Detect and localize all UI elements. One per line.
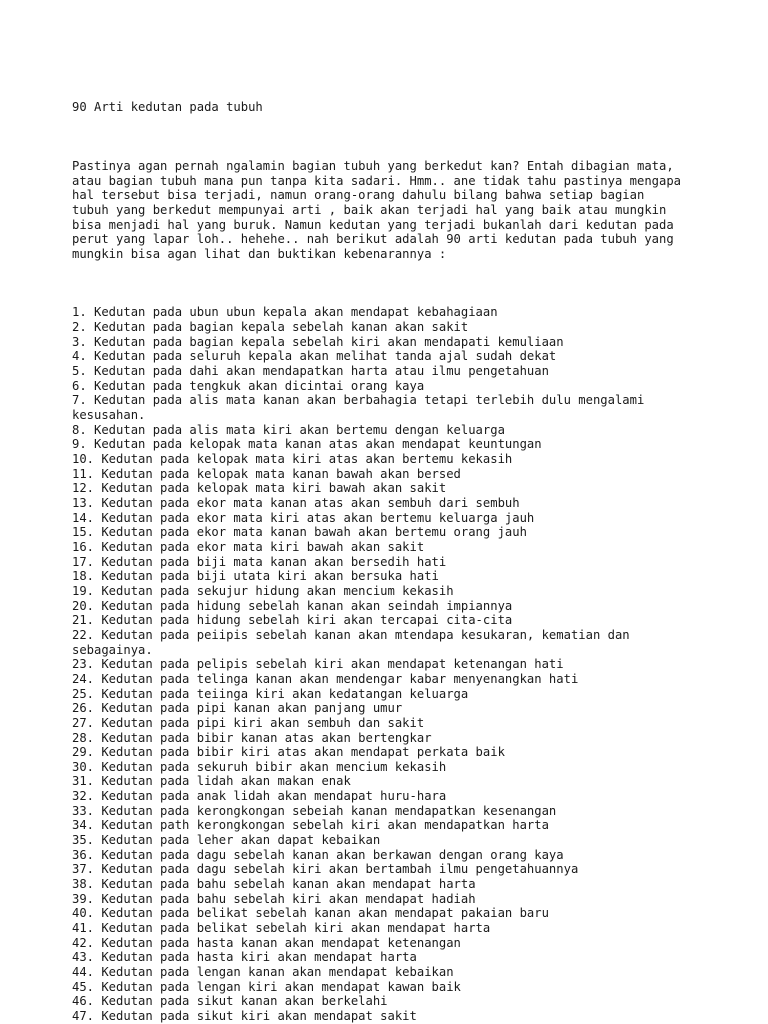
list-item: 34. Kedutan path kerongkongan sebelah kiri akan mendapatkan harta bbox=[72, 818, 549, 833]
list-item: 39. Kedutan pada bahu sebelah kiri akan mendapat hadiah bbox=[72, 891, 476, 906]
arti-list bbox=[72, 305, 732, 1023]
document-body bbox=[72, 71, 732, 1024]
list-item: 10. Kedutan pada kelopak mata kiri atas akan bertemu kekasih bbox=[72, 452, 513, 467]
list-item: 38. Kedutan pada bahu sebelah kanan akan mendapat harta bbox=[72, 877, 476, 892]
list-item: 31. Kedutan pada lidah akan makan enak bbox=[72, 774, 351, 789]
list-item: 24. Kedutan pada telinga kanan akan mendengar kabar menyenangkan hati bbox=[72, 671, 579, 686]
list-item: 40. Kedutan pada belikat sebelah kanan akan mendapat pakaian baru bbox=[72, 906, 549, 921]
list-item: 29. Kedutan pada bibir kiri atas akan mendapat perkata baik bbox=[72, 745, 505, 760]
list-item: 12. Kedutan pada kelopak mata kiri bawah akan sakit bbox=[72, 481, 447, 496]
list-item: 14. Kedutan pada ekor mata kiri atas akan bertemu keluarga jauh bbox=[72, 510, 535, 525]
list-item: 13. Kedutan pada ekor mata kanan atas akan sembuh dari sembuh bbox=[72, 496, 520, 510]
list-item: 18. Kedutan pada biji utata kiri akan bersuka hati bbox=[72, 569, 439, 584]
list-item: 28. Kedutan pada bibir kanan atas akan bertengkar bbox=[72, 730, 432, 745]
list-item: 30. Kedutan pada sekuruh bibir akan mencium kekasih bbox=[72, 759, 447, 774]
list-item: 43. Kedutan pada hasta kiri akan mendapat harta bbox=[72, 950, 417, 965]
list-item: 22. Kedutan pada peiipis sebelah kanan akan mtendapa kesukaran, kematian dan sebagainya. bbox=[72, 627, 630, 657]
list-item: 20. Kedutan pada hidung sebelah kanan akan seindah impiannya bbox=[72, 598, 513, 613]
list-item: 26. Kedutan pada pipi kanan akan panjang umur bbox=[72, 701, 403, 716]
list-item: 44. Kedutan pada lengan kanan akan mendapat kebaikan bbox=[72, 965, 454, 979]
list-item: 27. Kedutan pada pipi kiri akan sembuh dan sakit bbox=[72, 715, 425, 730]
intro-paragraph: Pastinya agan pernah ngalamin bagian tubuh yang berkedut kan? Entah dibagian mata, atau bagian tubuh mana pun tanpa kita sadari. Hmm.. ane tidak tahu pastinya mengapa hal tersebut bisa terjadi, namun orang-orang dahulu bilang bahwa setiap bagian tubuh yang berkedut mempunyai arti , baik akan terjadi hal yang baik atau mungkin bisa menjadi hal yang buruk. Namun kedutan yang terjadi bukanlah dari kedutan pada perut yang lapar loh.. hehehe.. nah berikut adalah 90 arti kedutan pada tubuh yang mungkin bisa agan lihat dan buktikan kebenarannya : bbox=[72, 158, 682, 261]
list-item: 25. Kedutan pada teiinga kiri akan kedatangan keluarga bbox=[72, 686, 469, 701]
list-item: 11. Kedutan pada kelopak mata kanan bawah akan bersed bbox=[72, 466, 461, 481]
list-item: 33. Kedutan pada kerongkongan sebeiah kanan mendapatkan kesenangan bbox=[72, 803, 557, 818]
list-item: 45. Kedutan pada lengan kiri akan mendapat kawan baik bbox=[72, 979, 461, 994]
list-item: 23. Kedutan pada pelipis sebelah kiri akan mendapat ketenangan hati bbox=[72, 657, 564, 672]
list-item: 17. Kedutan pada biji mata kanan akan bersedih hati bbox=[72, 554, 447, 569]
list-item: 41. Kedutan pada belikat sebelah kiri akan mendapat harta bbox=[72, 921, 491, 936]
document-title: 90 Arti kedutan pada tubuh bbox=[72, 100, 263, 115]
list-item: 1. Kedutan pada ubun ubun kepala akan mendapat kebahagiaan bbox=[72, 305, 498, 320]
list-item: 15. Kedutan pada ekor mata kanan bawah akan bertemu orang jauh bbox=[72, 525, 527, 540]
list-item: 3. Kedutan pada bagian kepala sebelah kiri akan mendapati kemuliaan bbox=[72, 334, 564, 349]
list-item: 6. Kedutan pada tengkuk akan dicintai orang kaya bbox=[72, 378, 425, 393]
list-item: 7. Kedutan pada alis mata kanan akan berbahagia tetapi terlebih dulu mengalami kesusahan. bbox=[72, 393, 645, 423]
list-item: 4. Kedutan pada seluruh kepala akan melihat tanda ajal sudah dekat bbox=[72, 349, 557, 364]
list-item: 16. Kedutan pada ekor mata kiri bawah akan sakit bbox=[72, 539, 425, 554]
list-item: 5. Kedutan pada dahi akan mendapatkan harta atau ilmu pengetahuan bbox=[72, 364, 549, 379]
list-item: 42. Kedutan pada hasta kanan akan mendapat ketenangan bbox=[72, 935, 461, 950]
list-item: 19. Kedutan pada sekujur hidung akan mencium kekasih bbox=[72, 583, 454, 598]
list-item: 47. Kedutan pada sikut kiri akan mendapat sakit bbox=[72, 1008, 417, 1023]
list-item: 46. Kedutan pada sikut kanan akan berkelahi bbox=[72, 994, 388, 1009]
list-item: 35. Kedutan pada leher akan dapat kebaikan bbox=[72, 833, 381, 848]
list-item: 21. Kedutan pada hidung sebelah kiri akan tercapai cita-cita bbox=[72, 613, 513, 628]
list-item: 32. Kedutan pada anak lidah akan mendapat huru-hara bbox=[72, 789, 447, 804]
list-item: 8. Kedutan pada alis mata kiri akan bertemu dengan keluarga bbox=[72, 422, 505, 437]
list-item: 36. Kedutan pada dagu sebelah kanan akan berkawan dengan orang kaya bbox=[72, 847, 564, 862]
list-item: 2. Kedutan pada bagian kepala sebelah kanan akan sakit bbox=[72, 320, 469, 335]
list-item: 37. Kedutan pada dagu sebelah kiri akan bertambah ilmu pengetahuannya bbox=[72, 862, 579, 877]
list-item: 9. Kedutan pada kelopak mata kanan atas akan mendapat keuntungan bbox=[72, 437, 542, 452]
